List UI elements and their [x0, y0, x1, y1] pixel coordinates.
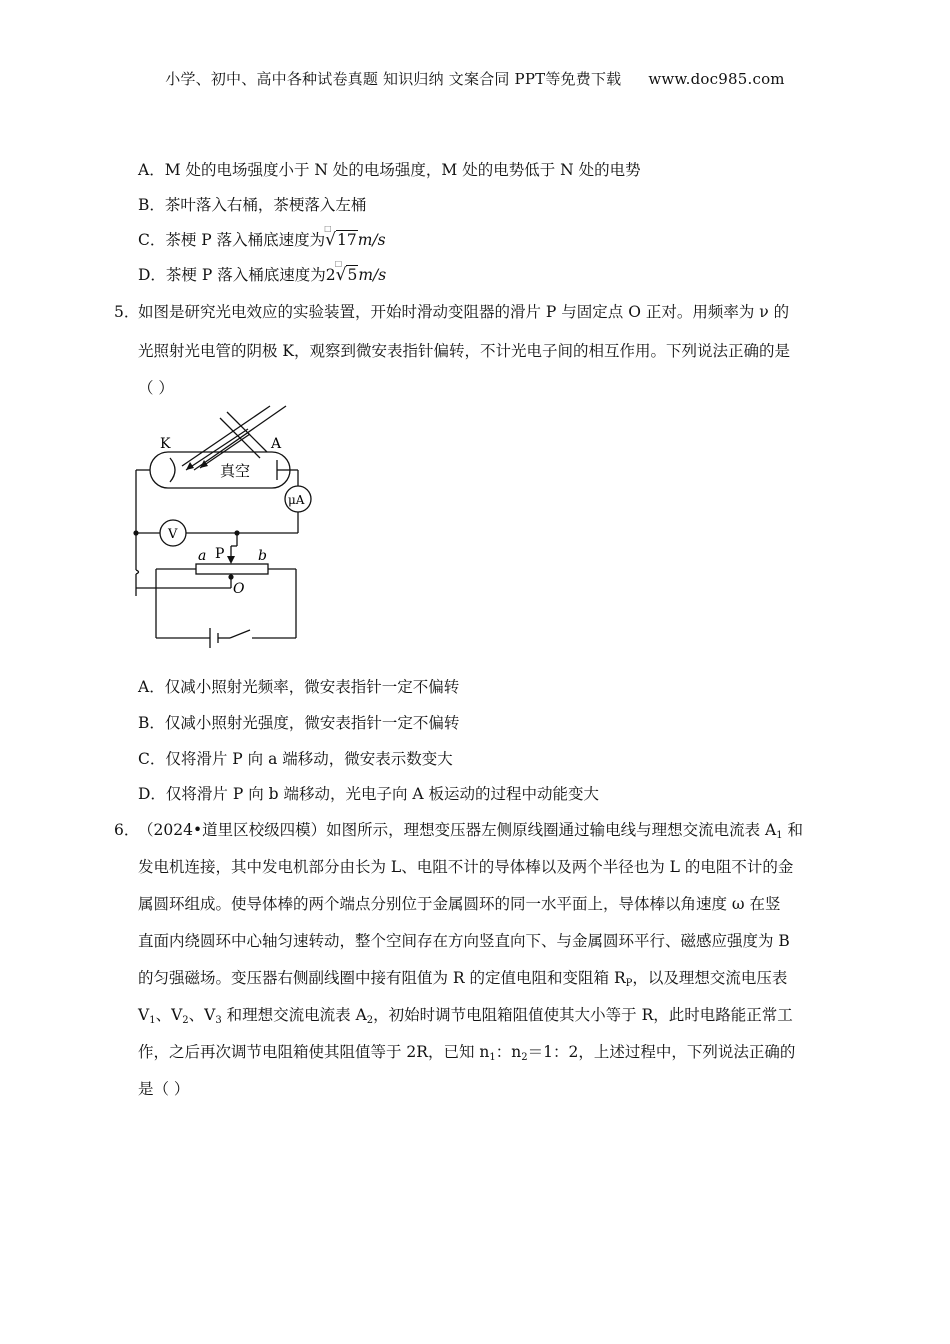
q6-stem-line-3: 属圆环组成。使导体棒的两个端点分别位于金属圆环的同一水平面上，导体棒以角速度 ω 在竖 [138, 895, 781, 913]
q5-stem-line-2: 光照射光电管的阴极 K，观察到微安表指针偏转，不计光电子间的相互作用。下列说法正确的是 [138, 342, 791, 360]
q5-number: 5． [114, 303, 140, 321]
q5-stem-line-3: （ ） [138, 379, 174, 397]
q4-option-d-text: D．茶梗 P 落入桶底速度为 [138, 266, 326, 284]
q4-c-unit: m/s [357, 231, 386, 249]
light-ray-1 [182, 406, 270, 466]
q4-c-radicand: 17 [337, 231, 357, 249]
label-p: P [215, 546, 225, 562]
q6-stem-line-4: 直面内绕圆环中心轴匀速转动，整个空间存在方向竖直向下、与金属圆环平行、磁感应强度为 B [138, 932, 790, 950]
switch [230, 630, 250, 638]
q4-option-a: A．M 处的电场强度小于 N 处的电场强度，M 处的电势低于 N 处的电势 [138, 161, 641, 179]
label-microammeter: μA [288, 493, 305, 507]
q6-stem-line-6: $V_1$、$V_2$、$V_3$ 和理想交流电流表 $A_2$，初始时调节电阻箱阻值使其大小等于 R，此时电路能正常工 [138, 1006, 793, 1026]
q6-number: 6． [114, 821, 140, 839]
label-b-end: b [258, 548, 267, 564]
q4-option-c [138, 224, 386, 250]
q4-d-unit: m/s [358, 266, 387, 284]
label-a: A [271, 436, 282, 452]
q6-stem-line-1: （2024•道里区校级四模）如图所示，理想变压器左侧原线圈通过输电线与理想交流电流表 $A_1$ 和 [138, 821, 804, 841]
q6-stem-line-2: 发电机连接，其中发电机部分由长为 L、电阻不计的导体棒以及两个半径也为 L 的电阻不计的金 [138, 858, 794, 876]
q4-d-radicand: 5 [347, 266, 358, 284]
photoelectric-circuit-diagram [120, 398, 320, 648]
label-vacuum: 真空 [220, 462, 251, 480]
label-voltmeter: V [168, 527, 178, 542]
label-k: K [160, 436, 171, 452]
sqrt-symbol: □ √5 [334, 259, 358, 285]
q5-stem-line-1: 如图是研究光电效应的实验装置，开始时滑动变阻器的滑片 P 与固定点 O 正对。用频率为 ν 的 [138, 303, 790, 321]
sqrt-symbol: □ √17 [324, 224, 357, 250]
q4-option-d [138, 259, 387, 285]
q6-stem-line-7: 作，之后再次调节电阻箱使其阻值等于 2R，已知 $n_1$：$n_2=1$：2，上述过程中，下列说法正确的 [138, 1043, 796, 1063]
q5-option-b: B．仅减小照射光强度，微安表指针一定不偏转 [138, 714, 460, 732]
rheostat [196, 564, 268, 574]
q5-option-c: C．仅将滑片 P 向 a 端移动，微安表示数变大 [138, 750, 453, 768]
header-text: 小学、初中、高中各种试卷真题 知识归纳 文案合同 PPT等免费下载 [165, 70, 622, 88]
label-o: O [233, 581, 245, 597]
q6-stem-line-5: 的匀强磁场。变压器右侧副线圈中接有阻值为 R 的定值电阻和变阻箱 $R_P$，以及理想交流电压表 [138, 969, 788, 989]
q5-option-a: A．仅减小照射光频率，微安表指针一定不偏转 [138, 678, 460, 696]
q4-d-coef: 2 [325, 266, 336, 284]
q4-option-c-text: C．茶梗 P 落入桶底速度为 [138, 231, 326, 249]
label-a-end: a [198, 548, 207, 564]
q5-option-d: D．仅将滑片 P 向 b 端移动，光电子向 A 板运动的过程中动能变大 [138, 785, 600, 803]
cathode-k [170, 458, 175, 482]
q4-option-b: B．茶叶落入右桶，茶梗落入左桶 [138, 196, 367, 214]
header-site-link[interactable]: www.doc985.com [648, 70, 785, 88]
page-header [0, 68, 950, 89]
q6-stem-line-8: 是（ ） [138, 1080, 190, 1098]
